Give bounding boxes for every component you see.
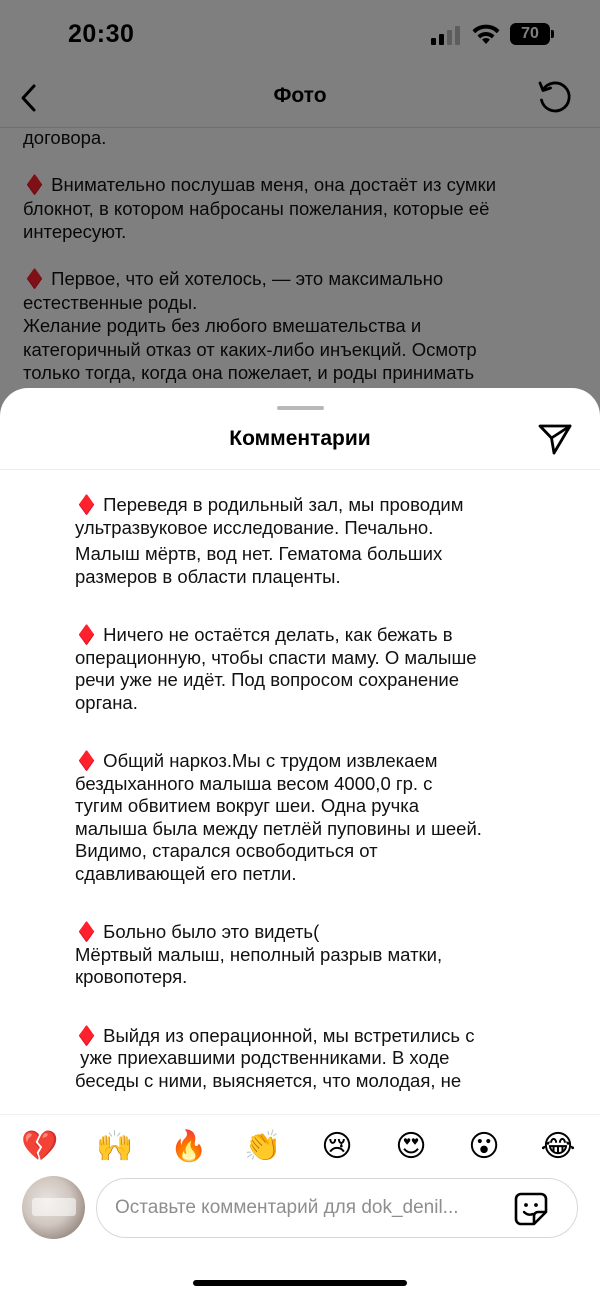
comment-input-placeholder: Оставьте комментарий для dok_denil...: [115, 1197, 459, 1218]
comment-line: Видимо, старался освободиться от: [75, 840, 378, 861]
comment-line: ультразвуковое исследование. Печально.: [75, 516, 434, 538]
fire-reaction[interactable]: 🔥: [170, 1129, 208, 1164]
sheet-title: Комментарии: [229, 427, 371, 450]
home-indicator[interactable]: [193, 1280, 407, 1286]
sticker-icon[interactable]: [513, 1191, 549, 1227]
comment-line: ♦️ Больно было это видеть(: [75, 921, 320, 942]
comment-paragraph: [75, 921, 575, 989]
comment-line: бездыханного малыша весом 4000,0 гр. с: [75, 772, 433, 794]
laughing-reaction[interactable]: 😂: [540, 1129, 576, 1164]
comment-line: Малыш мёртв, вод нет. Гематома больших: [75, 543, 443, 564]
broken-heart-reaction[interactable]: 💔: [21, 1129, 59, 1164]
comment-line: ♦️ Выйдя из операционной, мы встретились с: [75, 1024, 475, 1046]
paper-plane-icon[interactable]: [536, 420, 574, 458]
comment-composer: [0, 1176, 600, 1242]
comment-line: уже приехавшими родственниками. В ходе: [75, 1047, 450, 1068]
comment-line: ♦️ Ничего не остаётся делать, как бежать в: [75, 624, 453, 645]
divider: [0, 469, 600, 470]
clapping-reaction[interactable]: 👏: [244, 1129, 282, 1164]
avatar: [22, 1176, 85, 1239]
comment-line: Мёртвый малыш, неполный разрыв матки,: [75, 943, 443, 965]
comment-line: беседы с ними, выясняется, что молодая, не: [75, 1069, 462, 1091]
heart-eyes-reaction[interactable]: 😍: [395, 1129, 427, 1164]
comment-line: малыша была между петлёй пуповины и шеей.: [75, 817, 482, 839]
comment-line: сдавливающей его петли.: [75, 862, 297, 884]
comment-line: ♦️ Переведя в родильный зал, мы проводим: [75, 494, 464, 515]
comment-paragraph: [75, 1025, 575, 1093]
comment-line: речи уже не идёт. Под вопросом сохранение: [75, 669, 460, 690]
comment-line: кровопотеря.: [75, 966, 188, 987]
comment-line: размеров в области плаценты.: [75, 565, 341, 587]
comment-line: ♦️ Общий наркоз.Мы с трудом извлекаем: [75, 750, 438, 771]
surprised-reaction[interactable]: 😮: [468, 1129, 500, 1164]
comments-sheet: [0, 388, 600, 1297]
comment-paragraph: [75, 624, 575, 714]
comment-line: операционную, чтобы спасти маму. О малыше: [75, 646, 477, 668]
comment-text: [75, 494, 575, 1094]
quick-reactions-bar: [0, 1114, 600, 1162]
comment-input[interactable]: [96, 1178, 578, 1238]
comment-paragraph: [75, 494, 575, 588]
sheet-drag-handle[interactable]: [277, 406, 324, 410]
comment-line: органа.: [75, 691, 138, 713]
crying-reaction[interactable]: 😢: [321, 1129, 353, 1164]
raised-hands-reaction[interactable]: 🙌: [96, 1129, 134, 1164]
comment-paragraph: [75, 750, 575, 885]
comment-line: тугим обвитием вокруг шеи. Одна ручка: [75, 795, 420, 816]
